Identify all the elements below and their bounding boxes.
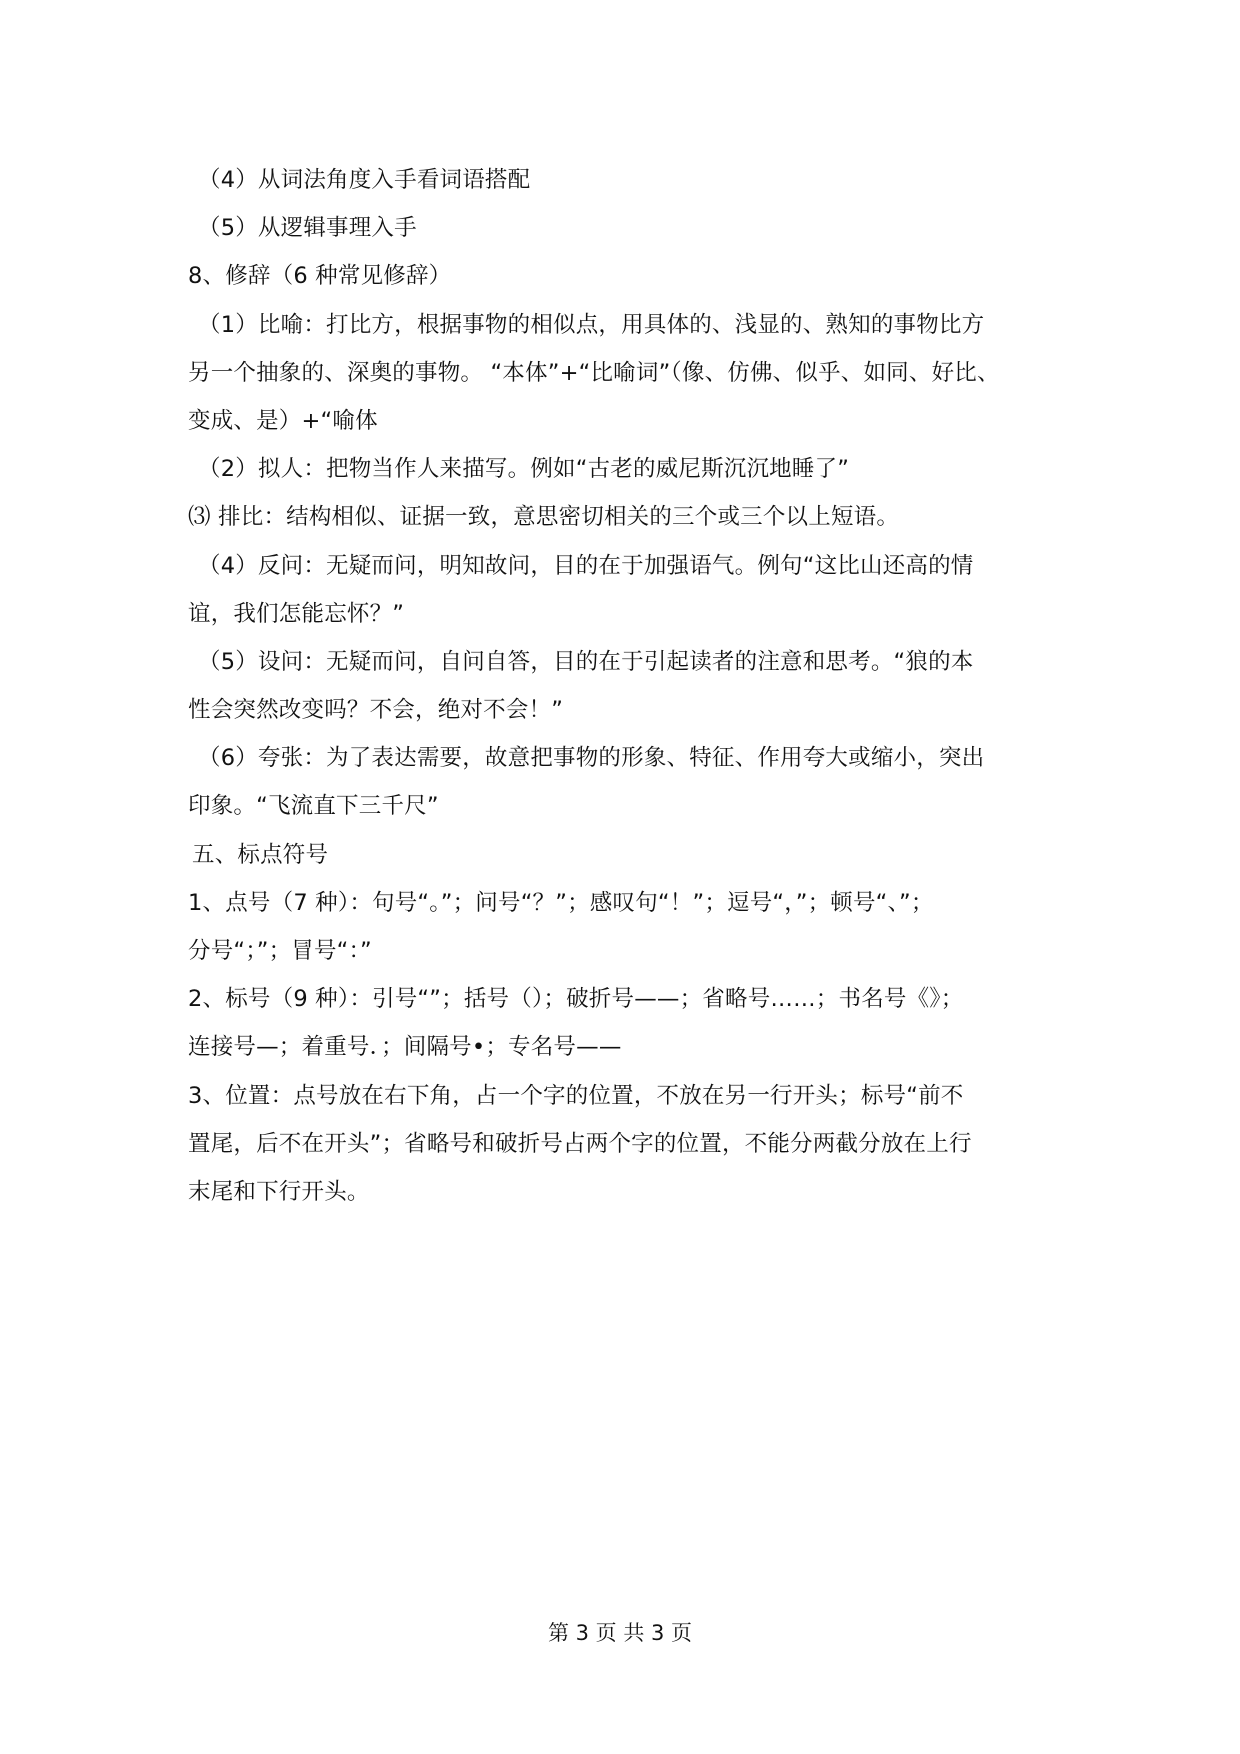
section-heading-punctuation: 五、标点符号: [192, 841, 329, 868]
text-line-rhetorical-question: （4）反问：无疑而问，明知故问，目的在于加强语气。例句“这比山还高的情: [198, 552, 974, 579]
document-body: [188, 156, 1078, 1216]
text-line-position: 3、位置：点号放在右下角，占一个字的位置，不放在另一行开头；标号“前不: [188, 1082, 964, 1109]
text-line-parallelism: ⑶ 排比：结构相似、证据一致，意思密切相关的三个或三个以上短语。: [188, 504, 900, 531]
text-line-metaphor: （1）比喻：打比方，根据事物的相似点，用具体的、浅显的、熟知的事物比方: [198, 311, 985, 338]
text-line-rhetorical-question-cont: 谊，我们怎能忘怀？”: [188, 600, 405, 627]
text-line-label-marks: 2、标号（9 种）：引号“”；括号（）；破折号——；省略号……；书名号《》；: [188, 986, 964, 1013]
text-line-hyperbole-cont: 印象。“飞流直下三千尺”: [188, 793, 439, 820]
text-line-grammar-item-5: （5）从逻辑事理入手: [198, 215, 417, 242]
text-line-hyperbole: （6）夸张：为了表达需要，故意把事物的形象、特征、作用夸大或缩小，突出: [198, 745, 985, 772]
text-line-self-question-cont: 性会突然改变吗？不会，绝对不会！”: [188, 697, 564, 724]
text-line-personification: （2）拟人：把物当作人来描写。例如“古老的威尼斯沉沉地睡了”: [198, 456, 850, 483]
page-number-footer: 第 3 页 共 3 页: [547, 1621, 693, 1645]
section-heading-rhetoric: 8、修辞（6 种常见修辞）: [188, 263, 452, 290]
text-line-label-marks-cont: 连接号—；着重号．；间隔号•；专名号——: [188, 1034, 622, 1061]
text-line-metaphor-cont-2: 变成、是）+“喻体: [188, 407, 378, 434]
text-line-self-question: （5）设问：无疑而问，自问自答，目的在于引起读者的注意和思考。“狼的本: [198, 648, 974, 675]
text-line-position-cont-1: 置尾，后不在开头”；省略号和破折号占两个字的位置，不能分两截分放在上行: [188, 1130, 972, 1157]
text-line-point-marks: 1、点号（7 种）：句号“。”；问号“？”；感叹句“！”；逗号“，”；顿号“、”；: [188, 889, 934, 916]
text-line-position-cont-2: 末尾和下行开头。: [188, 1178, 370, 1205]
text-line-point-marks-cont: 分号“；”；冒号“：”: [188, 938, 372, 964]
text-line-metaphor-cont-1: 另一个抽象的、深奥的事物。 “本体”+“比喻词”（像、仿佛、似乎、如同、好比、: [188, 359, 1000, 386]
text-line-grammar-item-4: （4）从词法角度入手看词语搭配: [198, 167, 531, 193]
